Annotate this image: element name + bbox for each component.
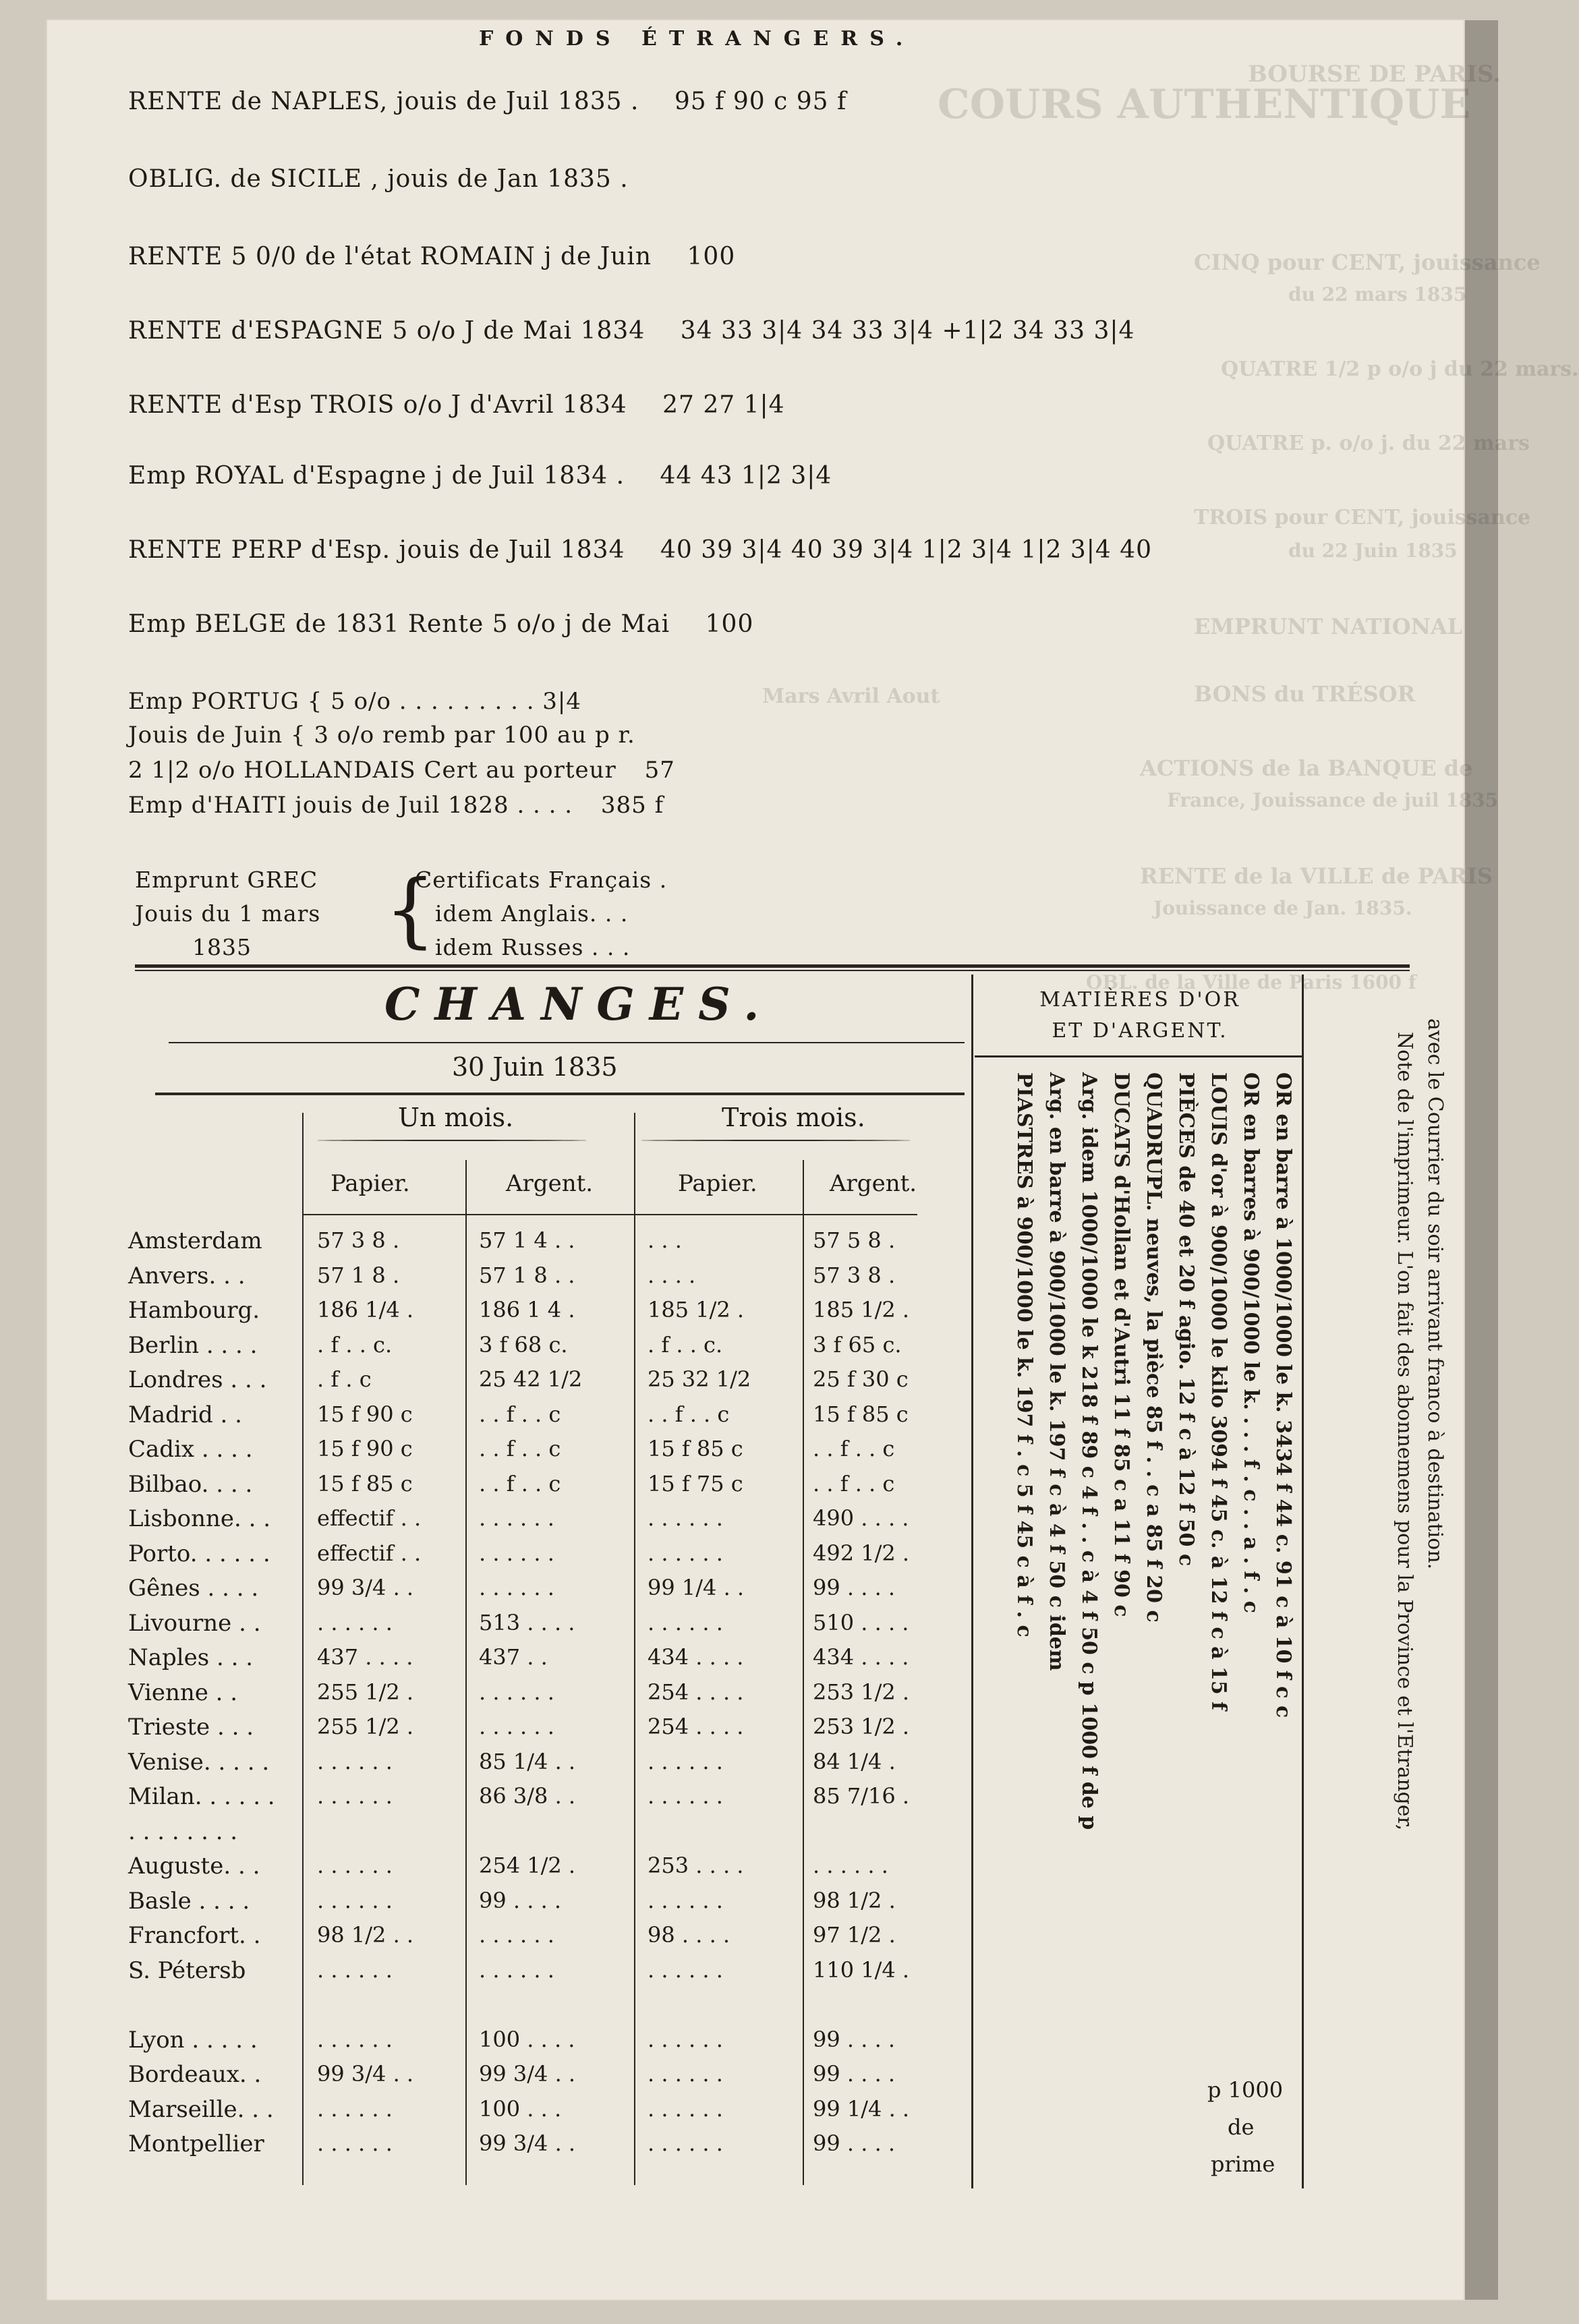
rate-cell: effectif . .: [317, 1540, 422, 1566]
rate-cell: 99 1/4 . .: [813, 2096, 910, 2122]
rate-cell: effectif . .: [317, 1505, 422, 1531]
city-name: Bilbao. . . .: [128, 1471, 253, 1498]
rate-cell: . . . . . .: [648, 2096, 723, 2122]
matieres-line: OR en barre à 1000/1000 le k. 3434 f 44 c. 91 c à 10 f c c: [1271, 1072, 1295, 1718]
city-name: S. Pétersb: [128, 1957, 246, 1984]
rate-cell: . . . . . .: [479, 1540, 554, 1566]
bleed-text: OBL. de la Ville de Paris 1600 f: [1086, 971, 1416, 993]
section-header: FONDS ÉTRANGERS.: [479, 27, 915, 51]
rate-cell: 99 . . . .: [813, 2027, 896, 2052]
prime-label: prime: [1211, 2151, 1275, 2177]
bleed-text: QUATRE p. o/o j. du 22 mars: [1207, 432, 1530, 455]
rate-cell: . f . . c.: [317, 1332, 393, 1358]
rate-cell: 57 5 8 .: [813, 1227, 896, 1253]
rate-cell: 254 1/2 .: [479, 1853, 576, 1878]
rate-cell: 15 f 90 c: [317, 1401, 413, 1427]
grec-item: Certificats Français .: [415, 867, 668, 893]
table-line: [634, 1113, 635, 2185]
rate-cell: . f . . c.: [648, 1332, 723, 1358]
grec-item: idem Russes . . .: [435, 934, 631, 960]
rate-cell: 98 1/2 . .: [317, 1922, 414, 1948]
fonds-price: 57: [644, 757, 675, 784]
printer-note: Note de l'imprimeur. L'on fait des abonnemens pour la Province et l'Etranger,: [1393, 1032, 1416, 1831]
grec-brace: {: [384, 863, 436, 957]
rate-cell: . . f . . c: [479, 1436, 561, 1461]
city-name: Montpellier: [128, 2130, 264, 2157]
fonds-row: [128, 688, 581, 715]
city-name: Cadix . . . .: [128, 1436, 253, 1463]
matieres-line: PIASTRES à 900/1000 le k. 197 f . c 5 f 45 c à f . c: [1012, 1072, 1036, 1637]
fonds-row: [128, 757, 675, 784]
rate-cell: . . . . . .: [317, 1610, 393, 1635]
rate-cell: 437 . . . .: [317, 1644, 413, 1670]
city-name: Auguste. . .: [128, 1853, 260, 1880]
rate-cell: 510 . . . .: [813, 1610, 909, 1635]
section-divider: [135, 970, 1410, 971]
city-name: Milan. . . . . .: [128, 1783, 275, 1810]
rule: [155, 1093, 965, 1095]
rate-cell: . . . . . .: [317, 1957, 393, 1983]
table-line: [803, 1160, 804, 2185]
rate-cell: 99 3/4 . .: [479, 2061, 576, 2087]
rate-cell: 15 f 75 c: [648, 1471, 743, 1497]
rate-cell: 97 1/2 .: [813, 1922, 896, 1948]
rate-cell: . . f . . c: [813, 1471, 895, 1497]
rate-cell: . . f . . c: [648, 1401, 730, 1427]
fonds-name: RENTE de NAPLES, jouis de Juil 1835 .: [128, 88, 639, 115]
rule: [975, 1055, 1302, 1057]
fonds-name: 2 1|2 o/o HOLLANDAIS Cert au porteur: [128, 757, 616, 784]
city-name: Naples . . .: [128, 1644, 254, 1671]
rate-cell: . . . . . .: [317, 1783, 393, 1809]
fonds-name: Emp PORTUG { 5 o/o . . . . . . . . . 3|4: [128, 688, 582, 715]
changes-date: 30 Juin 1835: [452, 1052, 618, 1082]
rate-cell: 25 42 1/2: [479, 1366, 583, 1392]
rate-cell: 185 1/2 .: [813, 1297, 910, 1323]
grec-label: Emprunt GREC: [135, 867, 318, 893]
rate-cell: 100 . . . .: [479, 2027, 575, 2052]
rate-cell: 100 . . .: [479, 2096, 562, 2122]
rate-cell: 185 1/2 .: [648, 1297, 745, 1323]
rate-cell: 99 . . . .: [813, 2061, 896, 2087]
rate-cell: 99 3/4 . .: [317, 1575, 414, 1600]
matieres-title: MATIÈRES D'OR: [1039, 988, 1240, 1012]
matieres-line: PIÈCES de 40 et 20 f agio. 12 f c à 12 f 50 c: [1174, 1072, 1198, 1567]
rate-cell: 86 3/8 . .: [479, 1783, 576, 1809]
fonds-price: 100: [705, 610, 754, 638]
bleed-text: Mars Avril Aout: [762, 685, 940, 708]
city-name: Lyon . . . . .: [128, 2027, 258, 2054]
city-name: Berlin . . . .: [128, 1332, 258, 1359]
rate-cell: 99 3/4 . .: [317, 2061, 414, 2087]
rate-cell: . . . . . .: [648, 1888, 723, 1913]
city-name: Hambourg.: [128, 1297, 260, 1324]
rate-cell: . . . . . .: [648, 1610, 723, 1635]
rate-cell: . . . . . .: [479, 1679, 554, 1705]
city-name: Gênes . . . .: [128, 1575, 259, 1602]
bleed-text: RENTE de la VILLE de PARIS: [1140, 863, 1493, 889]
fonds-name: OBLIG. de SICILE , jouis de Jan 1835 .: [128, 165, 629, 193]
matieres-line: Arg. idem 1000/1000 le k 218 f 89 c 4 f . . c à 4 f 50 c p 1000 f de p: [1077, 1072, 1101, 1830]
argent-header: Argent.: [506, 1170, 594, 1197]
rate-cell: . . . . . .: [813, 1853, 888, 1878]
fonds-name: Emp d'HAITI jouis de Juil 1828 . . . .: [128, 792, 573, 819]
rate-cell: . . .: [648, 1227, 682, 1253]
fonds-name: Jouis de Juin { 3 o/o remb par 100 au p r.: [128, 722, 635, 749]
rate-cell: 3 f 65 c.: [813, 1332, 902, 1358]
fonds-price: 40 39 3|4 40 39 3|4 1|2 3|4 1|2 3|4 40: [660, 536, 1153, 564]
rate-cell: 99 3/4 . .: [479, 2130, 576, 2156]
bleed-text: COURS AUTHENTIQUE: [938, 81, 1471, 128]
changes-title: CHANGES.: [384, 978, 774, 1030]
rate-cell: 57 1 4 . .: [479, 1227, 575, 1253]
rate-cell: 186 1/4 .: [317, 1297, 414, 1323]
rate-cell: . . . . . .: [317, 1749, 393, 1774]
bleed-text: CINQ pour CENT, jouissance: [1194, 250, 1541, 275]
prime-p1000: p 1000: [1207, 2077, 1284, 2103]
rate-cell: 15 f 85 c: [317, 1471, 413, 1497]
rate-cell: 3 f 68 c.: [479, 1332, 568, 1358]
city-name: Londres . . .: [128, 1366, 267, 1393]
fonds-row: [128, 462, 832, 490]
bleed-text: Jouissance de Jan. 1835.: [1153, 897, 1412, 919]
rate-cell: 15 f 85 c: [648, 1436, 743, 1461]
rate-cell: . . f . . c: [813, 1436, 895, 1461]
city-name: Venise. . . . .: [128, 1749, 270, 1776]
rate-cell: 255 1/2 .: [317, 1714, 414, 1739]
rate-cell: 99 . . . .: [479, 1888, 562, 1913]
rate-cell: 57 1 8 . .: [479, 1262, 575, 1288]
bleed-text: EMPRUNT NATIONAL: [1194, 614, 1463, 639]
rate-cell: . . . . . .: [317, 2027, 393, 2052]
rate-cell: 253 . . . .: [648, 1853, 744, 1878]
rule: [317, 1140, 587, 1141]
rate-cell: . . . . . .: [648, 1540, 723, 1566]
rule: [169, 1042, 965, 1043]
city-name: Amsterdam: [128, 1227, 262, 1254]
grec-left: [135, 863, 320, 964]
matieres-line: Arg. en barre à 900/1000 le k. 197 f c à 4 f 50 c idem: [1045, 1072, 1068, 1671]
rate-cell: . . . . . .: [317, 2130, 393, 2156]
rate-cell: 255 1/2 .: [317, 1679, 414, 1705]
fonds-row: [128, 88, 846, 115]
grec-right: [415, 863, 667, 964]
bleed-text: du 22 Juin 1835: [1288, 540, 1458, 562]
city-name: Lisbonne. . .: [128, 1505, 271, 1532]
rate-cell: 57 3 8 .: [813, 1262, 896, 1288]
un-mois-header: Un mois.: [398, 1103, 514, 1132]
rate-cell: 85 1/4 . .: [479, 1749, 576, 1774]
fonds-price: 100: [687, 243, 736, 270]
rate-cell: . . . . . .: [479, 1505, 554, 1531]
rate-cell: 99 1/4 . .: [648, 1575, 745, 1600]
page-edge: [1464, 20, 1498, 2300]
bleed-text: ACTIONS de la BANQUE de: [1140, 755, 1473, 781]
rule: [641, 1140, 911, 1141]
fonds-name: RENTE PERP d'Esp. jouis de Juil 1834: [128, 536, 625, 564]
fonds-row: [128, 792, 664, 819]
rate-cell: . . . . . .: [317, 2096, 393, 2122]
city-name: Trieste . . .: [128, 1714, 254, 1741]
city-name: Vienne . .: [128, 1679, 238, 1706]
rate-cell: 490 . . . .: [813, 1505, 909, 1531]
rate-cell: 57 3 8 .: [317, 1227, 400, 1253]
fonds-price: 95 f 90 c 95 f: [674, 88, 847, 115]
city-name: Anvers. . .: [128, 1262, 246, 1289]
table-line: [465, 1160, 467, 2185]
rate-cell: . . . . . .: [648, 1957, 723, 1983]
city-name: Madrid . .: [128, 1401, 242, 1428]
bleed-text: BOURSE DE PARIS.: [1248, 61, 1501, 88]
rate-cell: 85 7/16 .: [813, 1783, 910, 1809]
rate-cell: . . f . . c: [479, 1401, 561, 1427]
rule: [304, 1214, 917, 1215]
rate-cell: 84 1/4 .: [813, 1749, 896, 1774]
rate-cell: 110 1/4 .: [813, 1957, 910, 1983]
fonds-row: [128, 536, 1152, 564]
rate-cell: . . . . . .: [648, 1783, 723, 1809]
rate-cell: 15 f 90 c: [317, 1436, 413, 1461]
fonds-name: Emp BELGE de 1831 Rente 5 o/o j de Mai: [128, 610, 670, 638]
rate-cell: 253 1/2 .: [813, 1679, 910, 1705]
rate-cell: 492 1/2 .: [813, 1540, 910, 1566]
fonds-row: [128, 165, 656, 193]
rate-cell: . . . . . .: [648, 1505, 723, 1531]
city-name: Marseille. . .: [128, 2096, 274, 2123]
matieres-line: DUCATS d'Hollan et d'Autri 11 f 85 c a 11 f 90 c: [1110, 1072, 1133, 1617]
bleed-text: QUATRE 1/2 p o/o j du 22 mars.: [1221, 357, 1579, 381]
fonds-row: [128, 391, 785, 419]
bleed-text: TROIS pour CENT, jouissance: [1194, 506, 1531, 529]
rate-cell: 254 . . . .: [648, 1679, 744, 1705]
fonds-price: 44 43 1|2 3|4: [660, 462, 832, 490]
city-name: Basle . . . .: [128, 1888, 250, 1915]
city-name: Livourne . .: [128, 1610, 261, 1637]
city-name: Francfort. .: [128, 1922, 261, 1949]
fonds-price: 34 33 3|4 34 33 3|4 +1|2 34 33 3|4: [680, 317, 1135, 345]
rate-cell: . . . . . .: [648, 2130, 723, 2156]
rate-cell: . . . . . .: [317, 1888, 393, 1913]
bleed-text: France, Jouissance de juil 1835: [1167, 789, 1499, 811]
grec-label: 1835: [192, 934, 252, 960]
papier-header: Papier.: [331, 1170, 410, 1197]
fonds-row: [128, 243, 735, 270]
rate-cell: . . . . . .: [648, 2061, 723, 2087]
rate-cell: 57 1 8 .: [317, 1262, 400, 1288]
rate-cell: 25 f 30 c: [813, 1366, 909, 1392]
rate-cell: 434 . . . .: [813, 1644, 909, 1670]
matieres-line: LOUIS d'or à 900/1000 le kilo 3094 f 45 c. à 12 f c à 15 f: [1207, 1072, 1230, 1711]
rate-cell: . . f . . c: [479, 1471, 561, 1497]
rate-cell: 434 . . . .: [648, 1644, 744, 1670]
trois-mois-header: Trois mois.: [722, 1103, 865, 1132]
rate-cell: 513 . . . .: [479, 1610, 575, 1635]
document-page: [47, 20, 1579, 2300]
rate-cell: . . . . . .: [648, 2027, 723, 2052]
matieres-line: OR en barres à 900/1000 le k. . . . f . c . . a . f . c: [1239, 1072, 1263, 1613]
rate-cell: . . . .: [648, 1262, 696, 1288]
matieres-header: [985, 985, 1295, 1047]
rate-cell: 186 1 4 .: [479, 1297, 575, 1323]
section-divider: [135, 964, 1410, 968]
fonds-price: 27 27 1|4: [662, 391, 785, 419]
fonds-price: 385 f: [600, 792, 664, 819]
rate-cell: 25 32 1/2: [648, 1366, 751, 1392]
matieres-title: ET D'ARGENT.: [1052, 1019, 1228, 1043]
matieres-line: QUADRUPL. neuves, la pièce 85 f . . c a 85 f 20 c: [1142, 1072, 1166, 1623]
rate-cell: 15 f 85 c: [813, 1401, 909, 1427]
fonds-name: Emp ROYAL d'Espagne j de Juil 1834 .: [128, 462, 625, 490]
fonds-row: [128, 722, 635, 749]
printer-note: avec le Courrier du soir arrivant franco à destination.: [1423, 1018, 1447, 1570]
grec-label: Jouis du 1 mars: [135, 900, 321, 927]
city-name: Porto. . . . . .: [128, 1540, 270, 1567]
rate-cell: . . . . . .: [479, 1575, 554, 1600]
rate-cell: 254 . . . .: [648, 1714, 744, 1739]
rate-cell: 99 . . . .: [813, 2130, 896, 2156]
city-name: Bordeaux. .: [128, 2061, 262, 2088]
fonds-name: RENTE 5 0/0 de l'état ROMAIN j de Juin: [128, 243, 652, 270]
rate-cell: . . . . . .: [317, 1853, 393, 1878]
grec-item: idem Anglais. . .: [435, 900, 629, 927]
fonds-name: RENTE d'Esp TROIS o/o J d'Avril 1834: [128, 391, 627, 419]
fonds-row: [128, 317, 1135, 345]
rate-cell: 253 1/2 .: [813, 1714, 910, 1739]
bleed-text: du 22 mars 1835: [1288, 283, 1467, 306]
rate-cell: 98 1/2 .: [813, 1888, 896, 1913]
rate-cell: 437 . .: [479, 1644, 548, 1670]
rate-cell: . . . . . .: [648, 1749, 723, 1774]
fonds-name: RENTE d'ESPAGNE 5 o/o J de Mai 1834: [128, 317, 645, 345]
city-name: . . . . . . . .: [128, 1818, 238, 1845]
argent-header: Argent.: [830, 1170, 917, 1197]
rate-cell: . . . . . .: [479, 1922, 554, 1948]
table-line: [302, 1113, 304, 2185]
rate-cell: 98 . . . .: [648, 1922, 730, 1948]
rate-cell: . f . c: [317, 1366, 372, 1392]
papier-header: Papier.: [678, 1170, 757, 1197]
prime-de: de: [1228, 2114, 1255, 2140]
column-divider: [1302, 975, 1304, 2188]
rate-cell: 99 . . . .: [813, 1575, 896, 1600]
rate-cell: . . . . . .: [479, 1957, 554, 1983]
column-divider: [971, 975, 973, 2188]
bleed-text: BONS du TRÉSOR: [1194, 681, 1416, 707]
rate-cell: . . . . . .: [479, 1714, 554, 1739]
fonds-row: [128, 610, 753, 638]
